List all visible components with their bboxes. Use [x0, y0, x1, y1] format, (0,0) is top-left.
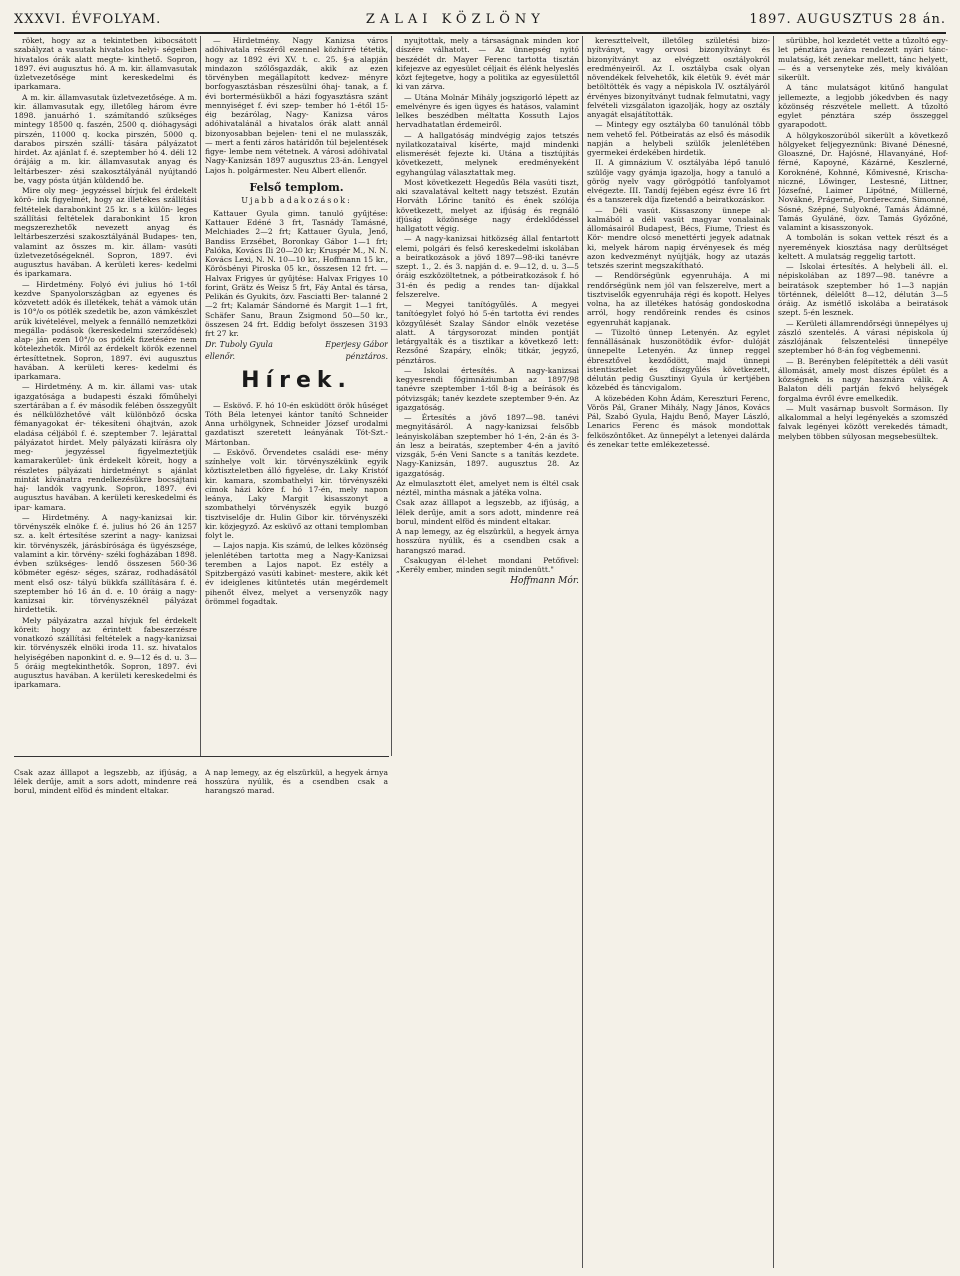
- article-paragraph: — Eskövő. F. hó 10-én esküdött örök hűséget Tóth Béla letenyei kántor tanító Schneider Anna urhölgynek, Schneider József urodalmi gazdatiszt szeretett leányának Tót-Szt.-Mártonban.: [205, 400, 388, 447]
- lower-column-1: [14, 760, 197, 1270]
- article-paragraph: A hölgykoszorúból sikerült a következő hölgyeket feljegyeznünk: Bivané Dénesné, Gloaszné, Dr. Hajósné, Hlavanyáné, Hof- férné, Kapoyné, Kázárné, Keszlerné, Koroknéné, Kohnné, Kőmivesné, Krischa- niczné, Lőwinger, Lestesné, Littner, Józsefné, Laimer Lipótné, Müllerné, Novákné, Prágerné, Pordereczné, Simonné, Sósné, Szépné, Sulyokné, Tamás Ádámné, Tamás Gyuláné, özv. Tamás Győzőné, valamint a kisasszonyok.: [778, 130, 948, 232]
- article-paragraph: A közebéden Kohn Ádám, Kereszturi Ferenc, Vörös Pál, Graner Mihály, Nagy János, Kovács Pál, Szabó Gyula, Hajdu Benő, Mayer László, Lenarics Ferenc és mások mondottak felköszöntőket. Az ünnepélyt a letenyei dalárda és zenekar tette emlékezetessé.: [587, 393, 770, 449]
- article-paragraph: — Hirdetmény. Folyó évi julius hó 1-től kezdve Spanyolországban az egyenes és közvetett adók és illetékek, tehát a vámok után is 10°/o os pótlék szedetik be, azon vámkészlet arúk kivételével, melyek a fennálló nemzetközi megálla- podások (kereskedelmi szerződések) alap- ján ezen 10°/o os pótlék fizetésére nem kötelezhetők. Miről az érdekelt körök ezennel értesíttetnek. Sopron, 1897. évi augusztus havában. A kerületi keres- kedelmi és iparkamara.: [14, 279, 197, 381]
- article-paragraph: A m. kir. államvasutak üzletvezetősége. A m. kir. államvasutak egy, illetőleg három évre 1898. januárhó 1. számítandó szükséges mintegy 18500 q. faszén, 2500 q. dióhagysági pirszén, 11000 q. kocka pirszén, 5000 q. darabos pirszén szállí- tására pályázatot hirdet. Az ajánlat f. é. szeptember hó 4. déli 12 órájáig a m. kir. államvasutak anyag és leltárbeszer- zési szakosztályánál nyújtandó be, vagy pósta útján küldendő be.: [14, 92, 197, 185]
- article-paragraph: — Értesítés a jövő 1897—98. tanévi megnyitásáról. A nagy-kanizsai felsőbb leányiskolában szeptember hó 1-én, 2-án és 3-án lesz a beiratás, szeptember 4-én a javító vizsgák, 5-én Veni Sancte s a tanítás kezdete. Nagy-Kanizsán, 1897. augusztus 28. Az igazgatóság.: [396, 413, 579, 478]
- article-paragraph: — B. Berényben felépítették a déli vasút állomását, amely most díszes épület és a községnek is nagy hasznára válik. A Balaton déli partján fekvő helységek forgalma évről évre emelkedik.: [778, 356, 948, 403]
- column-1: [14, 36, 197, 756]
- column-divider: [582, 36, 583, 1268]
- article-paragraph: nyujtottak, mely a társaságnak minden kor díszére válhatott. — Az ünnepség nyitó beszédét dr. Mayer Ferenc tartotta tisztán kifejezve az egyesület céljait és élénk helyeslés közt fejtegetve, hogy a politika az egyesülettől ki van zárva.: [396, 36, 579, 92]
- feuilleton-paragraph: Az elmulasztott élet, amelyet nem is éltél csak néztél, mintha másnak a játéka volna.: [396, 478, 579, 497]
- article-paragraph: — Iskolai értesítés. A helybeli áll. el. népiskolában az 1897—98. tanévre a beiratások szeptember hó 1—3 napján történnek, délelőtt 8—12, délután 3—5 óráig. Az ismétlő iskolába a beiratások szept. 5-én lesznek.: [778, 262, 948, 318]
- column-divider: [773, 36, 774, 1268]
- article-paragraph: sürübbe, hol kezdetét vette a tűzoltó egy- let pénztára javára rendezett nyári tánc- mulatság, két zenekar mellett, tánc helyett, — és a versenyteke zés, mely kiválóan sikerült.: [778, 36, 948, 82]
- article-paragraph: röket, hogy az a tekintetben kibocsátott szabályzat a vasutak hivatalos helyi- ségeiben hivatalos órák alatt megte- kinthető. Sopron, 1897. évi augusztus hó. A m. kir. államvasutak üzletvezetősége mint kereskedelmi és iparkamara.: [14, 36, 197, 92]
- feuilleton: [396, 479, 579, 555]
- article-paragraph: — Mult vasárnap busvolt Sormáson. Ily alkalommal a helyi legényekés a szomszéd falvak legényei között verekedés támadt, melyben többen súlyosan megsebesültek.: [778, 403, 948, 441]
- article-paragraph: — Eskövő. Örvendetes családi ese- mény színhelye volt kir. törvényszékünk egyik köztiszteletben álló figyelése, dr. Laky Kristóf kir. kamara, szombathelyi kir. törvényszéki címok házi köre f. hó 17-én, mely napon leánya, Laky Margit kisasszonyt a szombathelyi törvényszék egyik buzgó tisztviselője dr. Hulin Gibor kir. törvényszéki kir. közjegyző. Az esküvő az ottani templomban folyt le.: [205, 447, 388, 541]
- signature-right-role: pénztáros.: [345, 352, 388, 362]
- poem-paragraph: A nap lemegy, az ég elszürkül, a hegyek árnya hosszúra nyúlik, és a csendben csak a harangszó marad.: [205, 767, 388, 796]
- column-2: [205, 36, 388, 756]
- section-heading: Felső templom.: [249, 180, 344, 194]
- feuilleton-paragraph: A nap lemegy, az ég elszürkül, a hegyek árnya hosszúra nyúlik, és a csendben csak a harangszó marad.: [396, 527, 579, 555]
- poem-paragraph: Csak azaz álllapot a legszebb, az ifjúság, a lélek derűje, amit a sors adott, mindenre reá borul, mindent elföd és mindent eltakar.: [14, 767, 197, 796]
- article-paragraph: — Tüzoltó ünnep Letenyén. Az egylet fennállásának huszonötödik évfor- dulóját ünnepelte Letenyén. Az ünnep reggel ébresztővel kezdődött, majd ünnepi istentisztelet és díszgyűlés következett, délután pedig Gusztinyi Gyula úr kertjében közebéd és táncvigalom.: [587, 327, 770, 393]
- article-paragraph: Kattauer Gyula gimn. tanuló gyűjtése: Kattauer Edéné 3 frt, Tasnády Tamásné, Melchiades 2—2 frt; Kattauer Gyula, Jenő, Bandiss Erzsébet, Boronkay Gábor 1—1 frt; Palóka, Kovács Ili 20—20 kr; Kruspér M., N. N. Kovács Lexi, N. N. 10—10 kr., Hoffmann 15 kr., Körösbényi Piroska 05 kr., összesen 12 frt. — Halvax Frigyes úr gyűjtése: Halvax Frigyes 10 forint, Grätz és Weisz 5 frt, Fáy Antal és társa, Pelikán és Gyukits, özv. Fasciatti Ber- talanné 2—2 frt; Kalamár Sándorné és Margit 1—1 frt, Schäfer Sanu, Braun Zsigmond 50—50 kr., összesen 24 frt. Eddig befolyt összesen 3193 frt 27 kr.: [205, 208, 388, 339]
- article-paragraph: A tombolán is sokan vettek részt és a nyeremények kiosztása nagy derültséget keltett. A mulatság reggelig tartott.: [778, 233, 948, 261]
- article-paragraph: — Mintegy egy osztályba 60 tanulónál több nem vehető fel. Pótbeiratás az első és második napján a helybeli szülők jelenlétében gyermekei érdekében hirdetik.: [587, 120, 770, 157]
- article-paragraph: Most következett Hegedűs Béla vasúti tiszt, aki szavalatával keltett nagy tetszést. Ezután Horváth Lőrinc tanító és ének szólója következett, melyet az ifjúság és regnáló ifjúság közönsége nagy érdeklődéssel hallgatott végig.: [396, 177, 579, 233]
- section-subheading: Ujabb adakozások:: [241, 196, 352, 206]
- article-paragraph: Mire oly meg- jegyzéssel bírjuk fel érdekelt körö- ink figyelmét, hogy az illetékes szállítási feltételek darabonkint 25 kr. s a külön- leges szállítási feltételek darabonkint 15 kron megszerezhetők nevezett anyag és leltárbeszerzési szakosztályánál Budapes- ten, valamint az összes m. kir. állam- vasúti üzletvezetőségeknél. Sopron, 1897. évi augusztus havában. A kerületi keres- kedelmi és iparkamara.: [14, 186, 197, 279]
- article-paragraph: — Rendörségünk egyenruhája. A mi rendőrségünk nem jól van felszerelve, mert a tisztviselők egyenruhája régi és kopott. Helyes volna, ha az illetékes hatóság gondoskodna arról, hogy rendőreink rendes és csinos egyenruhát kapjanak.: [587, 271, 770, 327]
- signature-right: Eperjesy Gábor: [325, 340, 388, 350]
- article-paragraph: — Hirdetmény. A m. kir. állami vas- utak igazgatósága a budapesti északi főműhelyi szertárában a f. év második felében összegyűlt és nélkülözhetővé vált különböző ócska fémanyagokat ér- tékesíteni óhajtván, azok eladása céljából f. é. szeptember 7. lejárattal pályázatot hirdet. Mely pályázati kiírásra oly meg- jegyzéssel figyelmeztetjük kamarakerület- ünk érdekelt köreit, hogy a részletes pályázati hirdetményt s ajánlat mintát kívánatra rendelkezésükre bocsájtani haj- landók vagyunk. Sopron, 1897. évi augusztus havában. A kerületi kereskedelmi és ipar- kamara.: [14, 382, 197, 512]
- article-paragraph: A tánc mulatságot kitűnő hangulat jellemezte, a legjobb jókedvben és nagy közönség részvétele mellett. A tűzoltó egylet pénztára szép összeggel gyarapodott.: [778, 83, 948, 130]
- volume-label: XXXVI. ÉVFOLYAM.: [14, 11, 162, 27]
- signature-left-role: ellenőr.: [205, 352, 236, 362]
- article-paragraph: II. A gimnázium V. osztályába lépő tanuló szülője vagy gyámja igazolja, hogy a tanuló a görög nyelv vagy görögpótló tanfolyamot elvégezte. III. Tandíj fejében egész évre 16 frt és a tanszerek díja fizetendő a beiratkozáskor.: [587, 158, 770, 205]
- column-3: [396, 36, 579, 1268]
- article-paragraph: — Hirdetmény. A nagy-kanizsai kir. törvényszék elnöke f. é. julius hó 26 án 1257 sz. a. kelt értesítése szerint a nagy- kanizsai kir. törvényszék, járásbírósága és ügyészsége, valamint a kir. törvény- széki fogházában 1898. évben szükséges- lendő összesen 560·36 köbméter egész- séges, száraz, rodhadásától ment első osz- tályú bükkfa szállítására f. é. szeptember hó 16 án d. e. 10 óráig a nagy-kanizsai kir. törvényszéknél pályázat hirdettetik.: [14, 512, 197, 615]
- column-4: [587, 36, 770, 1268]
- article-paragraph: — Utána Molnár Mihály jogszigorló lépett az emelvényre és igen ügyes és hatásos, valamint lelkes beszédben méltatta Kossuth Lajos hervadhatatlan érdemeiről.: [396, 92, 579, 130]
- article-paragraph: — Kerületi államrendőrségi ünnepélyes uj zászló szentelés. A várasi népiskola új zászlójának felszentelési ünnepélye szeptember hó 8-án fog végbemenni.: [778, 318, 948, 356]
- paper-title: ZALAI KÖZLÖNY: [365, 11, 545, 27]
- column-5: [778, 36, 948, 1268]
- article-paragraph: kereszttelvelt, illetőleg születési bizo- nyítványt, vagy orvosi bizonyítványt és bizonyítványt az elvégzett osztályokról eredményeiről. Az I. osztályba csak olyan növendékek felvehetők, kik életük 9. évét már betöltötték és vagy a népiskola IV. osztályáról érvényes bizonyítványt tudnak felmutatni, vagy felvételi vizsgálaton igazolják, hogy az osztály anyagát elsajátították.: [587, 36, 770, 119]
- news-heading: Hírek.: [241, 367, 352, 393]
- column-divider: [391, 36, 392, 756]
- section-divider: [14, 756, 389, 757]
- signature-row: [205, 340, 388, 350]
- feuilleton-paragraph: Csak azaz álllapot a legszebb, az ifjúság, a lélek derűje, amit a sors adott, mindenre reá borul, mindent elföd és mindent eltakar.: [396, 498, 579, 526]
- article-paragraph: — A nagy-kanizsai hitközség állal fentartott elemi, polgári és felső kereskedelmi iskolában a beiratkozások a jövő 1897—98-iki tanévre szept. 1., 2. és 3. napján d. e. 9—12, d. u. 3—5 óráig eszközöltetnek, a pótbeiratkozások f. hó 31-én és pedig a rendes tan- díjakkal felszerelve.: [396, 234, 579, 299]
- article-paragraph: — A hallgatóság mindvégig zajos tetszés nyilatkozataival kísérte, majd mindenki elismerését fejezte ki. Utána a tisztújítás következett, melynek eredményeként egyhangúlag választattak meg.: [396, 130, 579, 177]
- masthead: [14, 6, 946, 34]
- article-paragraph: — Lajos napja. Kis számú, de lelkes közönség jelenlétében tartotta meg a Nagy-Kanizsai teremben a Lajos napot. Ez estély a Spitzbergázó vasúti kabinet- mestere, akik két év ideiglenes kitüntetés után megérdemelt pihenőt élvez, melyet a versenyzők nagy örömmel fogadtak.: [205, 541, 388, 606]
- issue-date: 1897. AUGUSZTUS 28 án.: [749, 11, 946, 27]
- article-paragraph: — Iskolai értesítés. A nagy-kanizsai kegyesrendi főgimnáziumban az 1897/98 tanévre szeptember 1-től 8-ig a beírások és pótvizsgák; tanév kezdete szeptember 9-én. Az igazgatóság.: [396, 365, 579, 412]
- closing-quote: Csakugyan él-lehet mondani Petőfivel: „Kerély ember, minden segít mindenütt.": [396, 555, 579, 574]
- article-paragraph: Mely pályázatra azzal hívjuk fel érdekelt köreit: hogy az érintett fabeszerzésre vonatkozó szállítási feltételek a nagy-kanizsai kir. törvényszék elnöki iroda 11. sz. hivatalos helyiségében naponkint d. e. 9—12 és d. u. 3—5 óráig megtekinthetők. Sopron, 1897. évi augusztus havában. A kerületi kereskedelmi és iparkamara.: [14, 615, 197, 690]
- signature-left: Dr. Tuboly Gyula: [205, 340, 273, 350]
- article-paragraph: — Megyei tanítógyűlés. A megyei tanítóegylet folyó hó 5-én tartotta évi rendes közgyűlését Szalay Sándor elnök vezetése alatt. A tárgysorozat minden pontját letárgyalták és a tisztikar a következő lett: Rezsőné Szapáry, elnök; titkár, jegyző, pénztáros.: [396, 300, 579, 365]
- signature-roles: [205, 352, 388, 362]
- article-paragraph: — Hirdetmény. Nagy Kanizsa város adóhivatala részéről ezennel közhírré tétetik, hogy az 1892 évi XV. t. c. 25. §-a alapján mindazon szőlősgazdák, akik az ezen törvényben megállapított kedvez- ményre borfogyasztásban részesülni óhaj- tanak, a f. évi bortermésükből a házi fogyasztásra szánt mennyiséget f. évi szep- tember hó 1-étől 15-éig bezárólag, Nagy- Kanizsa város adóhivatalánál a hivatalos órák alatt annál bizonyosabban bejelen- teni el ne mulasszák, — mert a fenti záros határidőn túl bejelentések figye- lembe nem vétetnek. A városi adóhivatal Nagy-Kanizsán 1897 augusztus 23-án. Lengyel Lajos h. polgármester. Neu Albert ellenőr.: [205, 36, 388, 175]
- author-signature: Hoffmann Mór.: [510, 576, 579, 587]
- article-paragraph: — Déli vasút. Kissaszony ünnepe al- kalmából a déli vasút magyar vonalainak állomásairól Budapest, Bécs, Fiume, Triest és Kör- mendre olcsó menettérti jegyek adatnak ki, melyek három napig érvényesek és még azon kedvezményt nyújtják, hogy az utazás tetszés szerint megszakítható.: [587, 205, 770, 270]
- column-divider: [200, 36, 201, 756]
- lower-column-2: [205, 760, 388, 1270]
